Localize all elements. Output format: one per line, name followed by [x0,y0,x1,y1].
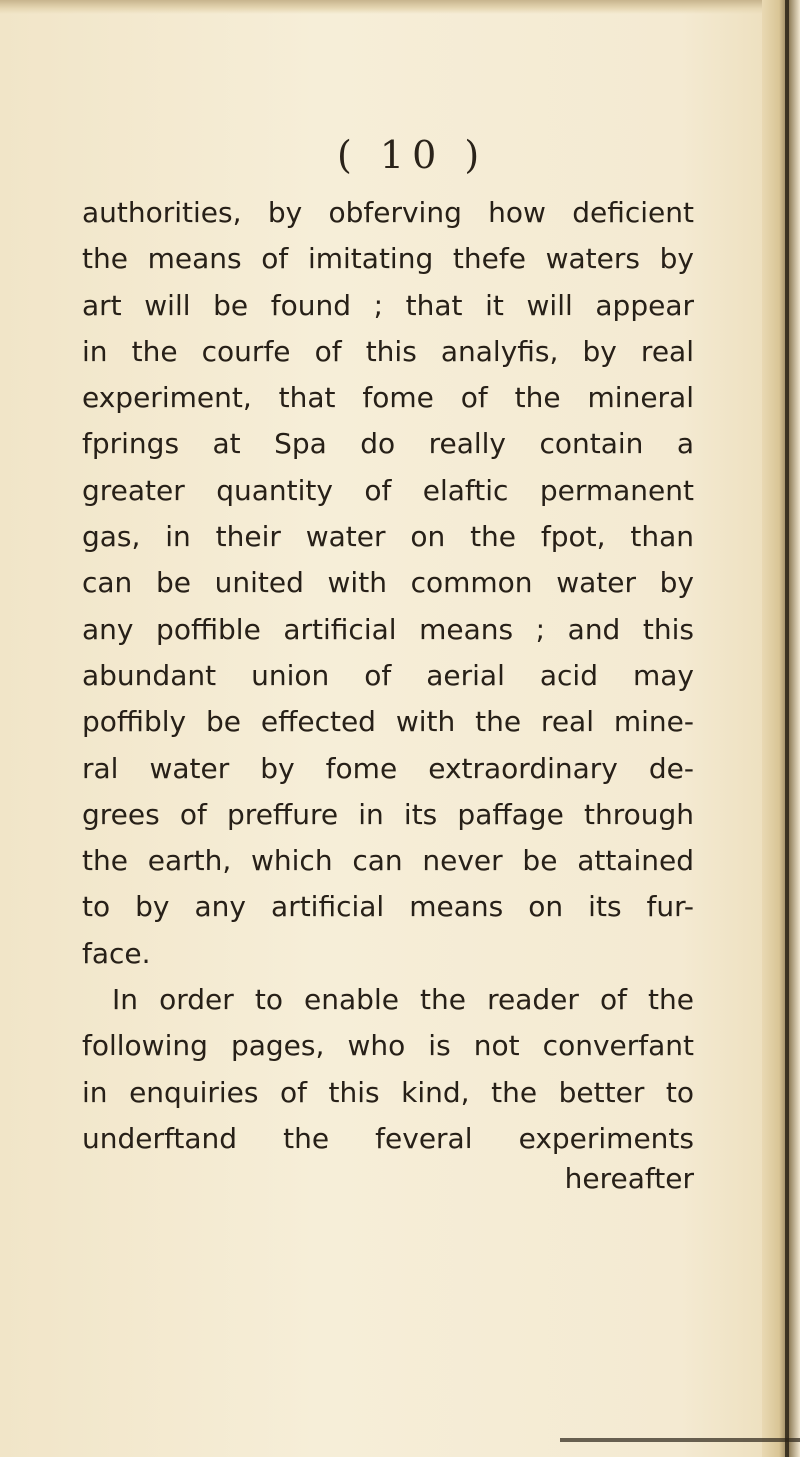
text-line: gas, in their water on the fpot, than [82,520,694,554]
text-line: grees of preffure in its paffage through [82,797,694,831]
text-line: the means of imitating thefe waters by [82,242,694,276]
text-line: poffibly be effected with the real mine- [82,705,694,739]
text-line: to by any artificial means on its fur- [82,890,694,924]
text-line: underftand the feveral experiments [82,1121,694,1155]
text-line: face. [82,936,151,970]
page-number: ( 10 ) [337,133,488,177]
body-text [82,190,694,1162]
text-line: art will be found ; that it will appear [82,288,694,322]
page-gutter-edge [762,0,800,1457]
text-line: In order to enable the reader of the [112,983,694,1017]
text-line: any poffible artificial means ; and this [82,612,694,646]
page-edge-line [785,0,789,1457]
text-line: following pages, who is not converfant [82,1029,694,1063]
catchword: hereafter [564,1162,694,1195]
text-line: ral water by fome extraordinary de- [82,751,694,785]
text-line: abundant union of aerial acid may [82,658,694,692]
text-line: fprings at Spa do really contain a [82,427,694,461]
text-line: authorities, by obferving how deficient [82,196,694,229]
top-page-shadow [0,0,800,14]
text-line: in the courfe of this analyfis, by real [82,334,694,368]
bottom-edge-shadow [560,1438,800,1442]
text-line: can be united with common water by [82,566,694,600]
text-line: in enquiries of this kind, the better to [82,1075,694,1109]
text-line: greater quantity of elaftic permanent [82,473,694,507]
text-line: experiment, that fome of the mineral [82,381,694,415]
text-line: the earth, which can never be attained [82,844,694,878]
